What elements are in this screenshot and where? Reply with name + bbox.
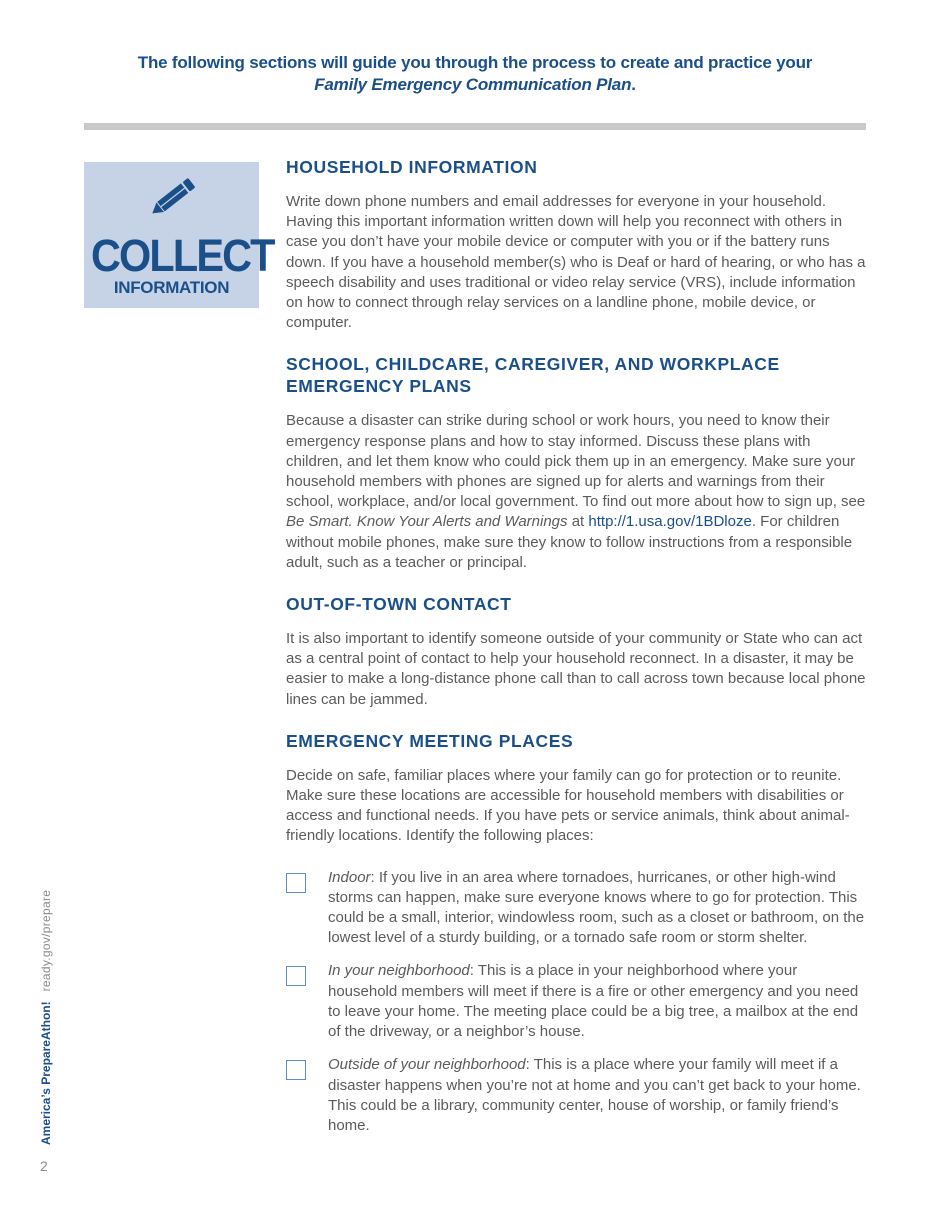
outside-neighborhood-checkbox[interactable]: [286, 1060, 306, 1080]
section-body: [286, 411, 870, 573]
section-title-line-2: EMERGENCY PLANS: [286, 376, 472, 397]
meeting-place-neighborhood: [286, 961, 870, 1042]
section-out-of-town-contact: [286, 593, 870, 710]
intro-heading: [84, 52, 866, 96]
section-title: [286, 353, 870, 397]
plan-name: Family Emergency Communication Plan: [314, 75, 632, 94]
section-title: EMERGENCY MEETING PLACES: [286, 730, 574, 751]
neighborhood-checkbox[interactable]: [286, 966, 306, 986]
item-label: Indoor: [328, 868, 371, 886]
item-text: : If you live in an area where tornadoes, hurricanes, or other high-wind storms can happen, make sure everyone knows where to go for protection. This could be a small, interior, windowless room, such as a closet or bathroom, on the lowest level of a sturdy building, or a tornado safe room or storm shelter.: [328, 868, 865, 947]
section-body: Write down phone numbers and email addresses for everyone in your household. Having this important information written down will help you reconnect with others in case you don’t have your mobile device or computer with you or if the battery runs down. If you have a household member(s) who is Deaf or hard of hearing, or who has a speech disability and uses traditional or video relay service (VRS), include information on how to connect through relay services on a landline phone, mobile device, or computer.: [286, 193, 866, 332]
alerts-guide-title: Be Smart. Know Your Alerts and Warnings: [286, 513, 568, 531]
section-school-workplace-plans: [286, 353, 870, 573]
meeting-place-indoor: [286, 868, 870, 949]
item-text: : This is a place in your neighborhood where your household members will meet if there is a fire or other emergency and you need to leave your home. The meeting place could be a big tree, a mailbox at the end of the driveway, or a neighbor’s house.: [328, 962, 859, 1041]
body-text-at: at: [567, 513, 589, 531]
section-body: It is also important to identify someone outside of your community or State who can act as a central point of contact to help your household reconnect. In a disaster, it may be easier to make a long-distance phone call than to call across town because local phone lines can be jammed.: [286, 630, 866, 708]
main-content: [286, 156, 870, 1136]
intro-period: .: [631, 75, 636, 94]
section-household-information: [286, 156, 870, 333]
section-body: Decide on safe, familiar places where your family can go for protection or to reunite. Make sure these locations are accessible for household members with disabilities or access and functional needs. If you have pets or service animals, think about animal-friendly locations. Identify the following places:: [286, 766, 850, 845]
indoor-checkbox[interactable]: [286, 873, 306, 893]
item-label: In your neighborhood: [328, 962, 470, 980]
header-divider: [84, 123, 866, 130]
body-text: Because a disaster can strike during school or work hours, you need to know their emergency response plans and how to stay informed. Discuss these plans with children, and let them know who could pick them up in an emergency. Make sure your household members with phones are signed up for alerts and warnings from their school, workplace, and/or local government. To find out more about how to sign up, see: [286, 412, 866, 511]
alerts-guide-link[interactable]: http://1.usa.gov/1BDloze: [588, 513, 752, 531]
pencil-icon: [144, 172, 200, 224]
body-text: . For children without mobile phones, make sure they know to follow instructions from a responsible adult, such as a teacher or principal.: [286, 513, 853, 571]
section-title: HOUSEHOLD INFORMATION: [286, 157, 538, 177]
item-label: Outside of your neighborhood: [328, 1056, 526, 1074]
item-text: : This is a place where your family will meet if a disaster happens when you’re not at home and you can’t get back to your home. This could be a library, community center, house of worship, or family friend’s home.: [328, 1056, 861, 1134]
intro-line-1: The following sections will guide you through the process to create and practice your: [137, 53, 813, 72]
section-emergency-meeting-places: [286, 730, 870, 1136]
section-title-line-1: SCHOOL, CHILDCARE, CAREGIVER, AND WORKPLACE: [286, 354, 780, 375]
page-number: 2: [40, 1158, 48, 1174]
information-label: INFORMATION: [113, 278, 230, 297]
section-title: OUT-OF-TOWN CONTACT: [286, 594, 512, 615]
collect-label: COLLECT: [91, 230, 274, 281]
intro-line-2: [84, 74, 866, 96]
brand-name: America’s PrepareAthon!: [39, 1001, 53, 1145]
side-footer: [36, 815, 56, 1145]
meeting-place-outside-neighborhood: [286, 1055, 870, 1136]
website-url: ready.gov/prepare: [39, 889, 53, 992]
collect-information-badge: [84, 162, 274, 308]
